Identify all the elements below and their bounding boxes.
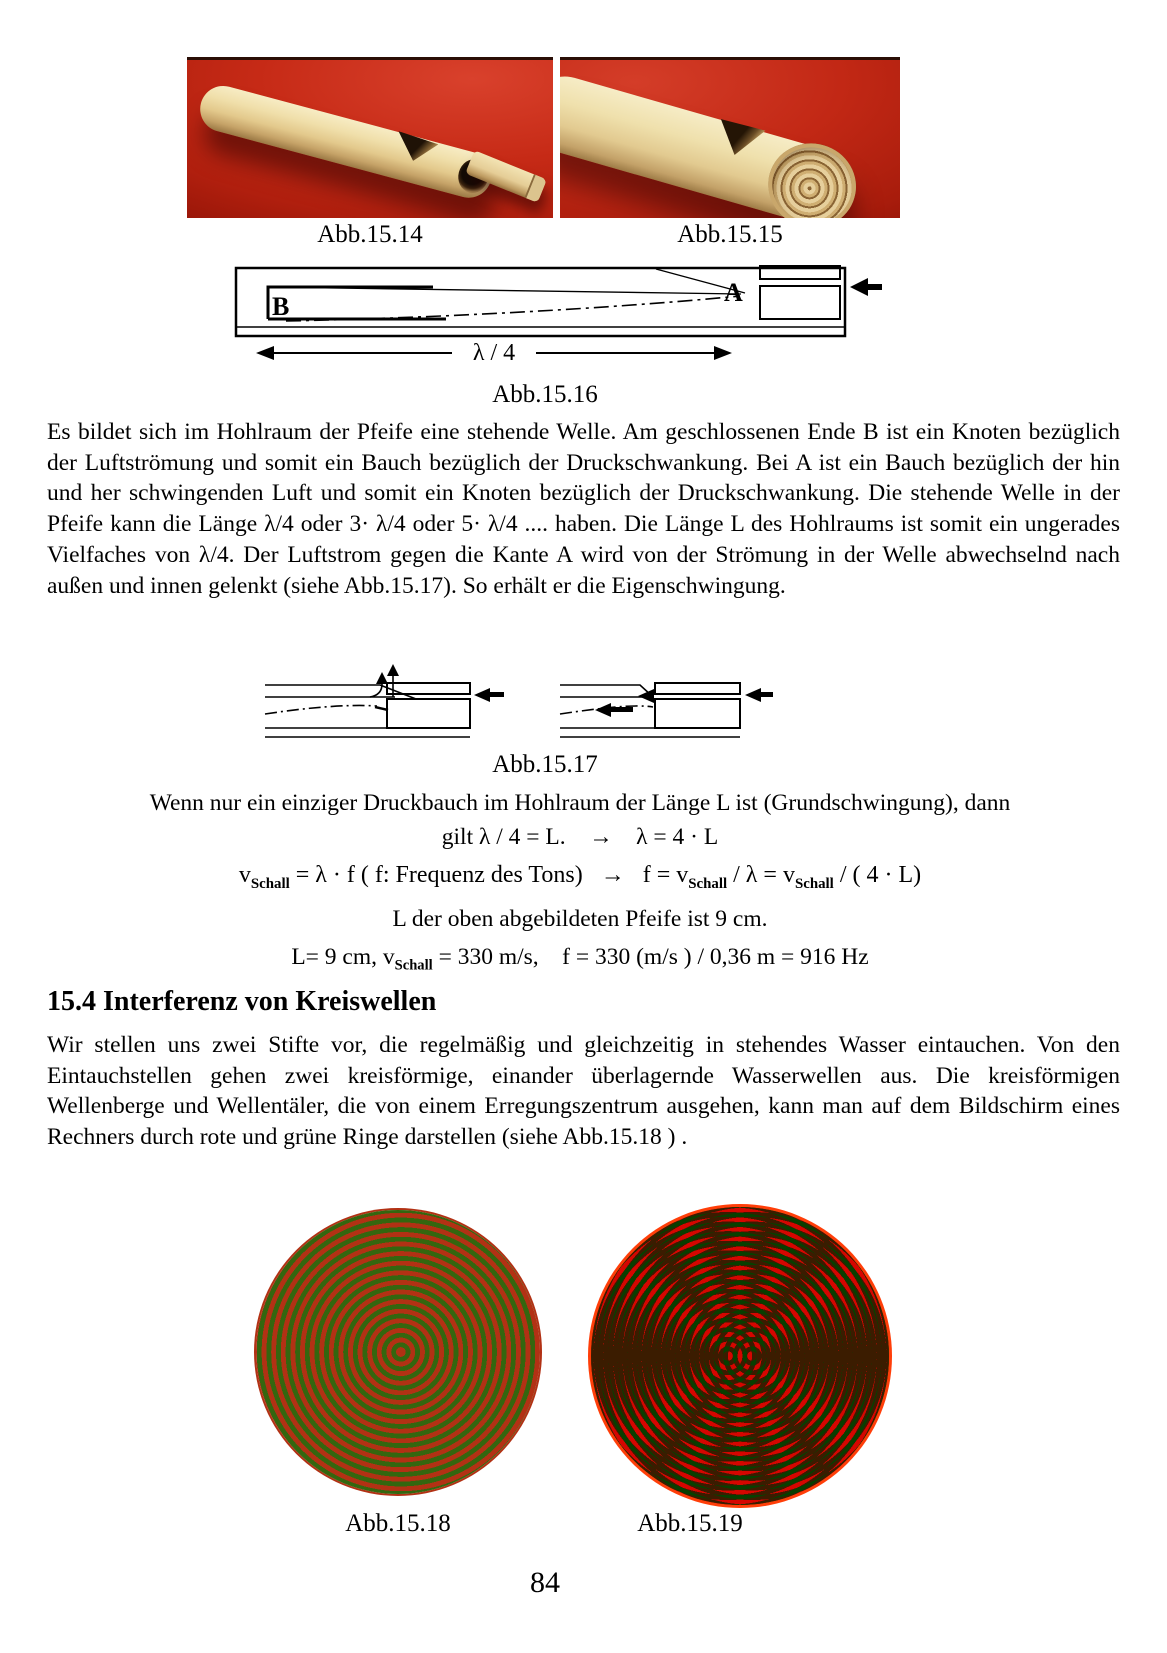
- formula-middle: = λ · f ( f: Frequenz des Tons) → f = v: [289, 862, 689, 888]
- wave-source-2-rings: [591, 1207, 889, 1505]
- plug-end-face: [524, 174, 546, 202]
- fig-15-16-pipe-diagram: [228, 256, 918, 368]
- pipe-outline: [236, 268, 845, 336]
- label-b: B: [272, 292, 290, 321]
- schall-subscript: Schall: [688, 875, 728, 892]
- photo-whistle-closeup: [560, 57, 900, 218]
- schall-subscript: Schall: [794, 875, 834, 892]
- grundschwingung-text-line: Wenn nur ein einziger Druckbauch im Hohlraum der Länge L ist (Grundschwingung), dann: [149, 790, 1011, 816]
- left-diagram-lines: [265, 674, 470, 737]
- lambda-quarter-label: λ / 4: [472, 340, 516, 366]
- formula-end: / ( 4 · L): [833, 862, 922, 888]
- cavity-closed-end: [268, 287, 433, 319]
- whistle-body: [560, 68, 857, 218]
- air-inflow-arrow-icon: [850, 278, 882, 296]
- caption-abb-15-14: Abb.15.14: [317, 221, 423, 248]
- caption-abb-15-19: Abb.15.19: [637, 1510, 743, 1537]
- schall-formula-line: [25, 862, 1135, 893]
- interference-pattern-image: [591, 1207, 889, 1505]
- paragraph-standing-wave: Es bildet sich im Hohlraum der Pfeife eine stehende Welle. Am geschlossenen Ende B ist ein Knoten bezüglich der Luftströmung und somit ein Bauch bezüglich der Druckschwankung. Bei A ist ein Bauch bezüglich der hin und her schwingenden Luft und somit ein Knoten bezüglich der Druckschwankung. Die stehende Welle in der Pfeife kann die Länge λ/4 oder 3· λ/4 oder 5· λ/4 .... haben. Die Länge L des Hohlraums ist somit ein ungerades Vielfaches von λ/4. Der Luftstrom gegen die Kante A wird von der Strömung in der Welle abwechselnd nach außen und innen gelenkt (siehe Abb.15.17). So erhält er die Eigenschwingung.: [47, 419, 1120, 599]
- photo-whistle-with-plug: [187, 57, 553, 218]
- whistle-mouth-notch: [712, 118, 765, 161]
- paragraph-interference: Wir stellen uns zwei Stifte vor, die regelmäßig und gleichzeitig in stehendes Wasser eintauchen. Von den Eintauchstellen gehen zwei kreisförmige, einander überlagernde Wasserwellen aus. Die kreisförmigen Wellenberge und Wellentäler, die von einem Erregungszentrum ausgehen, kann man auf dem Bildschirm eines Rechners durch rote und grüne Ringe darstellen (siehe Abb.15.18 ) .: [47, 1032, 1120, 1151]
- label-a: A: [724, 278, 743, 307]
- schall-subscript: Schall: [250, 875, 290, 892]
- cavity-top-line: [268, 287, 741, 294]
- fig-15-17-airflow-diagrams: [245, 664, 895, 744]
- circular-wave-rings-image: [256, 1210, 540, 1494]
- page-number: 84: [530, 1566, 560, 1599]
- calc-end: = 330 m/s, f = 330 (m/s ) / 0,36 m = 916 Hz: [432, 944, 869, 970]
- frequency-calculation-line: [25, 944, 1135, 975]
- v-symbol: v: [238, 862, 251, 888]
- plug-block: [760, 286, 840, 319]
- whistle-mouth-notch: [392, 131, 439, 166]
- caption-abb-15-15: Abb.15.15: [677, 221, 783, 248]
- caption-abb-15-18: Abb.15.18: [345, 1510, 451, 1537]
- formula-middle: / λ = v: [727, 862, 795, 888]
- lambda-quarter-dimension: [256, 340, 732, 366]
- standing-wave-dash-line: [286, 296, 740, 321]
- whistle-body: [195, 81, 497, 203]
- calc-start: L= 9 cm, v: [291, 944, 395, 970]
- whistle-end-grain-face: [758, 133, 866, 218]
- section-heading-15-4: 15.4 Interferenz von Kreiswellen: [47, 986, 437, 1017]
- inward-airflow-arrow-icons: [595, 688, 773, 717]
- caption-abb-15-17: Abb.15.17: [492, 751, 598, 778]
- schall-subscript: Schall: [394, 957, 433, 974]
- lambda-equals-4l-line: gilt λ / 4 = L. → λ = 4 · L: [441, 824, 719, 850]
- caption-abb-15-16: Abb.15.16: [492, 381, 598, 408]
- pipe-length-line: L der oben abgebildeten Pfeife ist 9 cm.: [392, 906, 768, 932]
